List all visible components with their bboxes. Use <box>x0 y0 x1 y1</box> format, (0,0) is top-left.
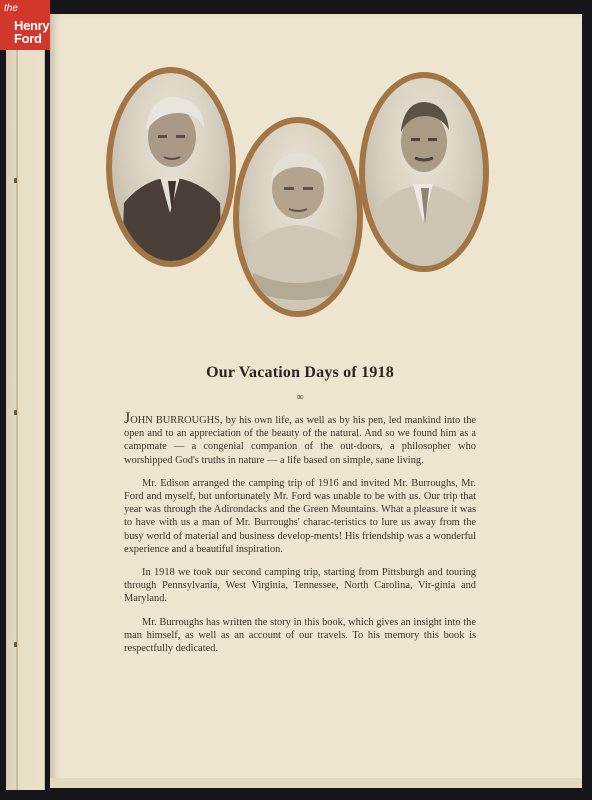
portrait-right-figure <box>365 78 483 266</box>
page-bottom-edge <box>50 778 582 788</box>
portrait-center <box>233 117 363 317</box>
binding-stitch <box>14 410 17 415</box>
paragraph-3: In 1918 we took our second camping trip, starting from Pittsburgh and touring through Pennsylvania, West Virginia, Tennessee, North Carolina, Vir-ginia and Maryland. <box>124 567 476 605</box>
binding-stitch <box>14 642 17 647</box>
drop-cap: J <box>124 410 131 427</box>
portrait-left-photo <box>112 73 230 261</box>
page-title: Our Vacation Days of 1918 <box>206 364 394 381</box>
paragraph-1-text: OHN BURROUGHS, by his own life, as well as by his pen, led mankind into the open and to an appreciation of the beauty of the natural. And so we found him as a campmate — a congenial companion of the out-doors, a philosopher who worshipped God's truths in nature — a life based on simple, sane living. <box>124 415 476 466</box>
henry-ford-logo <box>0 0 50 50</box>
paragraph-2: Mr. Edison arranged the camping trip of 1916 and invited Mr. Burroughs, Mr. Ford and myself, but unfortunately Mr. Ford was unable to be with us. Our trip that year was through the Adirondacks and the Green Mountains. What a pleasure it was to have with us a man of Mr. Burroughs' charac-teristics to lure us away from the busy world of material and business develop-ments! His friendship was a wonderful experience and a beautiful inspiration. <box>124 477 476 555</box>
paragraph-4: Mr. Burroughs has written the story in this book, which gives an insight into the man himself, as well as an account of our travels. To his memory this book is respectfully dedicated. <box>124 616 476 655</box>
portrait-center-figure <box>239 123 357 311</box>
portrait-left-figure <box>112 73 230 261</box>
portrait-left <box>106 67 236 267</box>
logo-the: the <box>4 3 18 14</box>
book-binding-edge <box>6 50 45 790</box>
dedication-text <box>124 410 476 665</box>
portrait-right-photo <box>365 78 483 266</box>
binding-fold <box>16 50 18 790</box>
binding-stitch <box>14 178 17 183</box>
logo-henry: Henry <box>14 18 50 33</box>
title-ornament: ∞ <box>296 392 304 403</box>
logo-ford: Ford <box>14 31 42 46</box>
paragraph-1 <box>124 410 476 467</box>
portrait-right <box>359 72 489 272</box>
portrait-center-photo <box>239 123 357 311</box>
